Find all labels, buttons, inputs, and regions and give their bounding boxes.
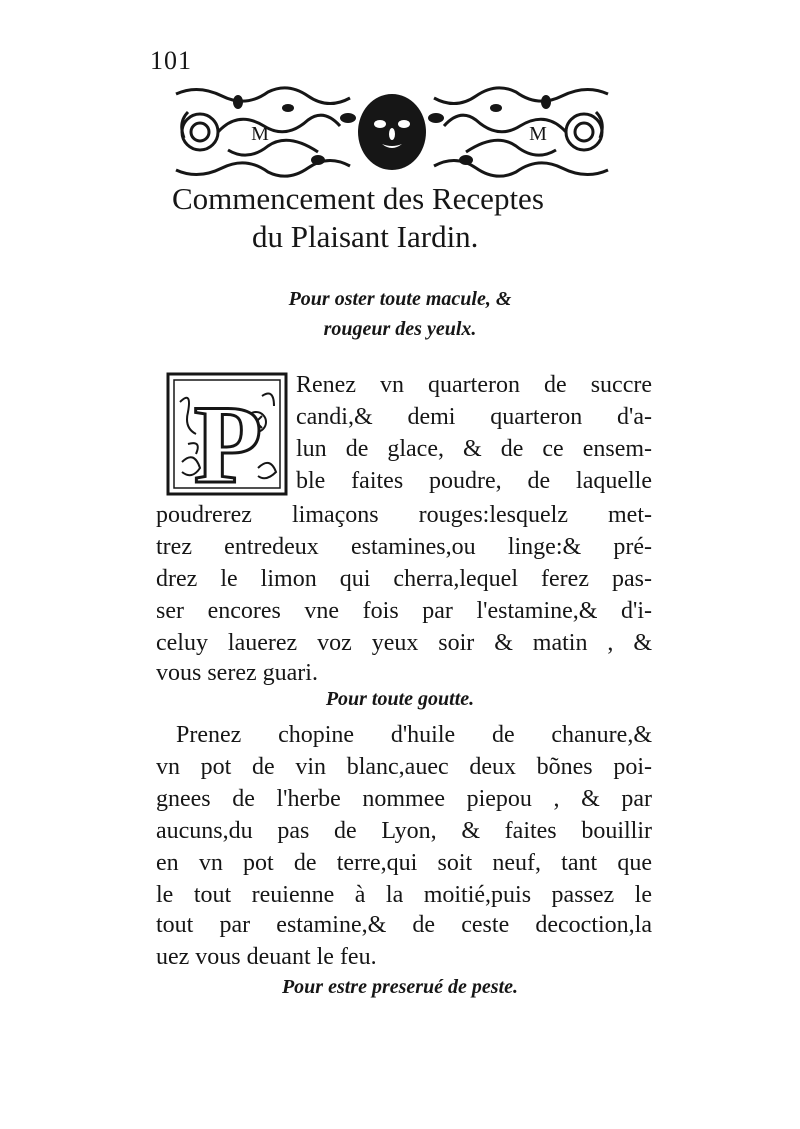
title-line-1: Commencement des Receptes bbox=[172, 181, 544, 216]
recipe-heading-eyes bbox=[180, 284, 620, 344]
recipe-eyes-line-9: celuy lauerez voz yeux soir & matin , & bbox=[156, 630, 652, 656]
recipe-eyes-line-5: poudrerez limaçons rouges:lesquelz met- bbox=[156, 502, 652, 528]
recipe-eyes-line-6: trez entredeux estamines,ou linge:& pré- bbox=[156, 534, 652, 560]
recipe-eyes-line-1: Renez vn quarteron de succre bbox=[296, 372, 652, 398]
recipe-gout-line-3: gnees de l'herbe nommee piepou , & par bbox=[156, 786, 652, 812]
recipe-eyes-line-4: ble faites poudre, de laquelle bbox=[296, 468, 652, 494]
recipe-eyes-line-8: ser encores vne fois par l'estamine,& d'i- bbox=[156, 598, 652, 624]
page-title bbox=[150, 180, 650, 256]
recipe-heading-eyes-line-1: Pour oster toute macule, & bbox=[288, 288, 512, 310]
recipe-gout-line-7: tout par estamine,& de ceste decoction,la bbox=[156, 912, 652, 938]
ornament-letter-right: M bbox=[529, 123, 547, 145]
decorated-initial bbox=[166, 372, 288, 496]
page-number: 101 bbox=[150, 46, 192, 75]
recipe-heading-plague: Pour estre preserué de peste. bbox=[281, 976, 519, 998]
recipe-heading-eyes-line-2: rougeur des yeulx. bbox=[323, 318, 477, 340]
dropcap-letter: P bbox=[193, 383, 263, 496]
ornamental-headpiece bbox=[168, 82, 616, 182]
ornament-letter-left: M bbox=[251, 123, 269, 145]
recipe-eyes-line-10: vous serez guari. bbox=[156, 660, 318, 686]
recipe-gout-line-6: le tout reuienne à la moitié,puis passez le bbox=[156, 882, 652, 908]
recipe-gout-line-8: uez vous deuant le feu. bbox=[156, 944, 377, 970]
title-line-2: du Plaisant Iardin. bbox=[252, 219, 479, 254]
recipe-gout-line-2: vn pot de vin blanc,auec deux bõnes poi- bbox=[156, 754, 652, 780]
recipe-eyes-line-2: candi,& demi quarteron d'a- bbox=[296, 404, 652, 430]
recipe-eyes-line-7: drez le limon qui cherra,lequel ferez pas- bbox=[156, 566, 652, 592]
recipe-gout-line-1: Prenez chopine d'huile de chanure,& bbox=[176, 722, 652, 748]
recipe-eyes-line-3: lun de glace, & de ce ensem- bbox=[296, 436, 652, 462]
recipe-gout-line-4: aucuns,du pas de Lyon, & faites bouillir bbox=[156, 818, 652, 844]
recipe-heading-gout: Pour toute goutte. bbox=[325, 688, 475, 710]
recipe-gout-line-5: en vn pot de terre,qui soit neuf, tant que bbox=[156, 850, 652, 876]
